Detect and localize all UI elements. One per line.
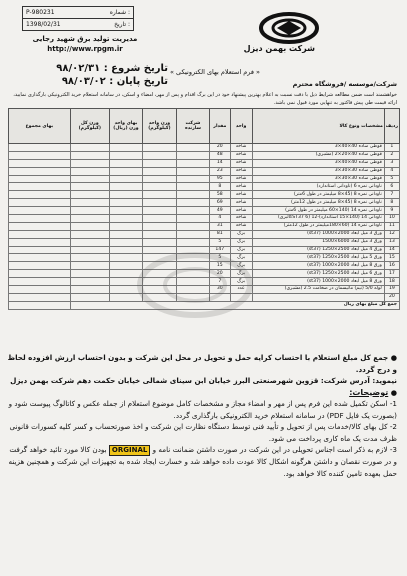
row-unit-price[interactable] — [109, 159, 142, 167]
row-total-price[interactable] — [9, 183, 71, 191]
row-spec: لوله 5/0 (نیم) ماتیسمان در ضخامت 2.5 (مشبری) — [252, 286, 384, 294]
table-row — [9, 159, 400, 167]
meta-number-label: شماره : — [109, 9, 130, 16]
row-unit: شاخه — [230, 175, 252, 183]
website: http://www.rpgm.ir — [47, 45, 123, 53]
note-paragraph-1 — [7, 352, 397, 375]
row-unit-weight[interactable] — [142, 254, 176, 262]
table-row — [9, 278, 400, 286]
row-spec: قوطی ساده 40×40×3 — [252, 144, 384, 152]
row-total-price[interactable] — [9, 167, 71, 175]
row-spec: ورق 8 میل ابعاد 2000×1000 (st37) — [252, 278, 384, 286]
header-unit-price: بهای واحد وزن (ریال) — [109, 109, 142, 144]
table-row — [9, 222, 400, 230]
table-row — [9, 254, 400, 262]
row-unit-price[interactable] — [109, 278, 142, 286]
row-number: 5 — [384, 175, 399, 183]
row-total-weight[interactable] — [70, 230, 109, 238]
note-2: 2- کل بهای کالا/خدمات پس از تحویل و تأیید فنی توسط دستگاه نظارت این شرکت و اخذ صورتحساب و کسر کلیه کسورات قانونی ظرف مدت یک ماه کاری پرداخت می شود. — [9, 422, 397, 443]
row-unit: شاخه — [230, 144, 252, 152]
row-unit-weight[interactable] — [142, 159, 176, 167]
row-unit-weight[interactable] — [142, 286, 176, 294]
meta-box — [22, 6, 134, 31]
row-unit: شاخه — [230, 207, 252, 215]
row-qty: 4 — [210, 215, 230, 223]
row-unit: شاخه — [230, 191, 252, 199]
row-unit-weight[interactable] — [142, 175, 176, 183]
row-unit: شاخه — [230, 215, 252, 223]
row-manufacturer[interactable] — [176, 167, 209, 175]
row-manufacturer[interactable] — [176, 215, 209, 223]
row-spec: ورق 4 میل ابعاد 2500×1250 (st37) — [252, 246, 384, 254]
meta-number-value: P-980231 — [26, 9, 55, 16]
row-number: 6 — [384, 183, 399, 191]
row-unit: برگ — [230, 246, 252, 254]
row-unit-price[interactable] — [109, 191, 142, 199]
row-qty: 81 — [210, 230, 230, 238]
greeting: شرکت/موسسه /فروشگاه محترم — [292, 80, 397, 88]
row-number: 4 — [384, 167, 399, 175]
row-spec: قوطی ساده 40×40×3 — [252, 159, 384, 167]
row-manufacturer[interactable] — [176, 222, 209, 230]
row-spec: ناودانی نمره 6 (ناودانی استاندارد) — [252, 183, 384, 191]
row-number: 20 — [384, 293, 399, 301]
row-qty: 15 — [210, 262, 230, 270]
table-body — [9, 144, 400, 302]
start-date: تاریخ شروع : ۹۸/۰۲/۳۱ — [56, 63, 168, 74]
row-total-weight[interactable] — [70, 151, 109, 159]
row-manufacturer[interactable] — [176, 254, 209, 262]
row-qty: 5 — [210, 254, 230, 262]
bahman-logo-icon — [257, 10, 321, 46]
row-manufacturer[interactable] — [176, 199, 209, 207]
sum-label: جمع کل مبلغ بهای ریال — [70, 301, 399, 309]
row-total-weight[interactable] — [70, 254, 109, 262]
row-qty: 14 — [210, 159, 230, 167]
row-unit-weight[interactable] — [142, 215, 176, 223]
row-unit — [230, 293, 252, 301]
row-unit-price[interactable] — [109, 175, 142, 183]
row-qty: 7 — [210, 278, 230, 286]
row-manufacturer[interactable] — [176, 246, 209, 254]
meta-date-value: 1398/02/31 — [26, 21, 61, 28]
table-row — [9, 286, 400, 294]
row-unit: برگ — [230, 230, 252, 238]
row-total-weight[interactable] — [70, 215, 109, 223]
table-row — [9, 270, 400, 278]
row-spec: قوطی ساده 40×20×2 (مشبری) — [252, 151, 384, 159]
row-manufacturer[interactable] — [176, 230, 209, 238]
table-row — [9, 207, 400, 215]
address-line: نیموید: آدرس شرکت: قزوین شهرصنعتی البرز خیابان ابن سینای شمالی خیابان حکمت دهم شرکت بهمن دیزل — [10, 376, 397, 385]
row-manufacturer[interactable] — [176, 286, 209, 294]
row-manufacturer[interactable] — [176, 175, 209, 183]
row-number: 12 — [384, 230, 399, 238]
note-3-part-a: 3- لازم به ذکر است اجناس تحویلی در این شرکت در صورت داشتن ضمانت نامه و — [152, 445, 397, 454]
sum-value[interactable] — [9, 301, 71, 309]
row-unit-weight[interactable] — [142, 246, 176, 254]
row-number: 15 — [384, 254, 399, 262]
explanations-heading — [7, 387, 397, 399]
row-number: 14 — [384, 246, 399, 254]
row-total-weight[interactable] — [70, 207, 109, 215]
row-qty: 5 — [210, 238, 230, 246]
row-spec: ناودانی نمره 14 (60×180میلیمتر در طول 12متر) — [252, 222, 384, 230]
row-total-weight[interactable] — [70, 144, 109, 152]
row-qty: 48 — [210, 151, 230, 159]
row-unit-weight[interactable] — [142, 270, 176, 278]
management-block — [20, 34, 150, 54]
row-qty: 20 — [210, 270, 230, 278]
row-number: 13 — [384, 238, 399, 246]
header-unit: واحد — [230, 109, 252, 144]
table-row — [9, 215, 400, 223]
row-number: 10 — [384, 215, 399, 223]
row-spec: ناودانی نمره 8 (45×8 میلیمتر در طول 6متر) — [252, 191, 384, 199]
dates-block — [18, 62, 168, 88]
row-unit-price[interactable] — [109, 286, 142, 294]
row-total-weight[interactable] — [70, 175, 109, 183]
row-unit: برگ — [230, 278, 252, 286]
row-total-weight[interactable] — [70, 191, 109, 199]
row-manufacturer[interactable] — [176, 262, 209, 270]
note-3 — [7, 444, 397, 479]
row-qty: 49 — [210, 207, 230, 215]
row-unit-weight[interactable] — [142, 144, 176, 152]
row-total-price[interactable] — [9, 230, 71, 238]
row-number: 18 — [384, 278, 399, 286]
table-row — [9, 167, 400, 175]
header-spec: مشخصات ونوع کالا — [252, 109, 384, 144]
row-total-price[interactable] — [9, 159, 71, 167]
row-manufacturer[interactable] — [176, 191, 209, 199]
row-total-price[interactable] — [9, 199, 71, 207]
row-unit-weight[interactable] — [142, 278, 176, 286]
row-unit-price[interactable] — [109, 199, 142, 207]
row-spec: قوطی ساده 30×30×3 — [252, 167, 384, 175]
meta-date-label: تاریخ : — [114, 21, 130, 28]
row-spec — [252, 293, 384, 301]
row-spec: ورق 3 میل ابعاد 2000×1000 (st37) — [252, 230, 384, 238]
meta-date-row — [23, 19, 133, 30]
row-manufacturer[interactable] — [176, 270, 209, 278]
explanations-title: توضیحات: — [349, 387, 389, 397]
row-unit-price[interactable] — [109, 262, 142, 270]
bullet-icon: ● — [388, 387, 397, 397]
row-unit-weight[interactable] — [142, 238, 176, 246]
table-row — [9, 293, 400, 301]
header-unit-weight: وزن واحد (کیلوگرم) — [142, 109, 176, 144]
row-manufacturer[interactable] — [176, 151, 209, 159]
row-unit-price[interactable] — [109, 167, 142, 175]
row-total-weight[interactable] — [70, 293, 109, 301]
row-unit: شاخه — [230, 159, 252, 167]
row-total-price[interactable] — [9, 222, 71, 230]
row-qty — [210, 293, 230, 301]
row-unit: شاخه — [230, 183, 252, 191]
row-unit-price[interactable] — [109, 238, 142, 246]
row-total-weight[interactable] — [70, 246, 109, 254]
row-total-price[interactable] — [9, 262, 71, 270]
row-unit-price[interactable] — [109, 207, 142, 215]
row-unit-price[interactable] — [109, 183, 142, 191]
row-number: 7 — [384, 191, 399, 199]
row-number: 2 — [384, 151, 399, 159]
row-total-price[interactable] — [9, 293, 71, 301]
row-total-weight[interactable] — [70, 262, 109, 270]
row-unit-weight[interactable] — [142, 230, 176, 238]
row-unit-price[interactable] — [109, 144, 142, 152]
table-row — [9, 230, 400, 238]
note-1: 1- اسکن تکمیل شده این فرم پس از مهر و امضاء مجاز و مشخصات کامل موضوع استعلام از جمله عکس و کاتالوگ پیوست شود و (بصورت یک فایل PDF) در سامانه استعلام خرید الکترونیکی بارگذاری گردد. — [8, 399, 397, 420]
row-total-price[interactable] — [9, 286, 71, 294]
brand-name: شرکت بهمن دیزل — [243, 44, 315, 53]
table-row — [9, 262, 400, 270]
row-total-weight[interactable] — [70, 278, 109, 286]
row-unit-weight[interactable] — [142, 151, 176, 159]
row-total-weight[interactable] — [70, 183, 109, 191]
row-unit: شاخه — [230, 222, 252, 230]
header-qty: مقدار — [210, 109, 230, 144]
row-total-price[interactable] — [9, 215, 71, 223]
row-manufacturer[interactable] — [176, 159, 209, 167]
row-unit: برگ — [230, 270, 252, 278]
row-total-price[interactable] — [9, 270, 71, 278]
row-qty: 8 — [210, 183, 230, 191]
row-number: 11 — [384, 222, 399, 230]
row-unit-price[interactable] — [109, 254, 142, 262]
items-table — [8, 108, 400, 310]
row-total-price[interactable] — [9, 175, 71, 183]
row-manufacturer[interactable] — [176, 144, 209, 152]
table-row — [9, 183, 400, 191]
row-unit-price[interactable] — [109, 215, 142, 223]
row-qty: 69 — [210, 199, 230, 207]
table-sum-row — [9, 301, 400, 309]
header-row-number: ردیف — [384, 109, 399, 144]
orginal-badge: ORGINAL — [109, 445, 150, 456]
row-total-price[interactable] — [9, 191, 71, 199]
bullet-icon: ● — [388, 353, 397, 362]
meta-number-row — [23, 7, 133, 19]
row-unit-weight[interactable] — [142, 262, 176, 270]
table-row — [9, 238, 400, 246]
row-unit: شاخه — [230, 167, 252, 175]
row-manufacturer[interactable] — [176, 278, 209, 286]
row-qty: 95 — [210, 175, 230, 183]
row-total-weight[interactable] — [70, 286, 109, 294]
row-unit-weight[interactable] — [142, 222, 176, 230]
row-unit-price[interactable] — [109, 222, 142, 230]
row-spec: ورق 6 میل ابعاد 2500×1250 (st37) — [252, 270, 384, 278]
row-qty: 58 — [210, 191, 230, 199]
row-unit: عدد — [230, 286, 252, 294]
row-total-price[interactable] — [9, 207, 71, 215]
row-unit-weight[interactable] — [142, 191, 176, 199]
row-spec: ورق 8 میل ابعاد 2000×1000 (st37) — [252, 262, 384, 270]
notes-section — [7, 352, 397, 479]
row-number: 1 — [384, 144, 399, 152]
table-row — [9, 191, 400, 199]
row-total-weight[interactable] — [70, 222, 109, 230]
row-unit-price[interactable] — [109, 151, 142, 159]
row-total-weight[interactable] — [70, 167, 109, 175]
row-unit-price[interactable] — [109, 293, 142, 301]
row-unit-weight[interactable] — [142, 293, 176, 301]
row-spec: ورق 3 میل ابعاد 6000×1500 — [252, 238, 384, 246]
note-paragraph-1-text: جمع کل مبلغ استعلام با احتساب کرایه حمل و تحویل در محل این شرکت و بدون احتساب ارزش افزوده لحاظ و درج گردد. — [7, 353, 397, 374]
management-name: مدیریت تولید برق شهید رجایی — [32, 35, 138, 43]
row-number: 16 — [384, 262, 399, 270]
row-total-price[interactable] — [9, 151, 71, 159]
row-number: 9 — [384, 207, 399, 215]
row-spec: ناودانی نمره 8 (45×8 میلیمتر در طول 12متر) — [252, 199, 384, 207]
row-qty: 31 — [210, 222, 230, 230]
row-number: 17 — [384, 270, 399, 278]
row-spec: ناودانی 14 (140×15 استاندارد)-12 (ST37 6کالبری) — [252, 215, 384, 223]
row-unit: شاخه — [230, 199, 252, 207]
end-date: تاریخ پایان : ۹۸/۰۳/۰۲ — [61, 76, 168, 87]
row-spec: ورق 5 میل ابعاد 2500×1250 (st37) — [252, 254, 384, 262]
row-total-weight[interactable] — [70, 238, 109, 246]
row-qty: 20 — [210, 144, 230, 152]
row-manufacturer[interactable] — [176, 238, 209, 246]
row-unit-price[interactable] — [109, 246, 142, 254]
header-total-weight: وزن کل (کیلوگرم) — [70, 109, 109, 144]
row-qty: 147 — [210, 246, 230, 254]
row-spec: قوطی ساده 30×30×3 — [252, 175, 384, 183]
row-number: 8 — [384, 199, 399, 207]
row-total-price[interactable] — [9, 238, 71, 246]
row-total-weight[interactable] — [70, 159, 109, 167]
row-total-weight[interactable] — [70, 199, 109, 207]
row-unit: برگ — [230, 254, 252, 262]
header-total-price: بهای مجموع — [9, 109, 71, 144]
row-total-price[interactable] — [9, 246, 71, 254]
row-number: 3 — [384, 159, 399, 167]
table-row — [9, 151, 400, 159]
form-title: « فرم استعلام بهای الکترونیکی » — [170, 68, 260, 76]
row-unit: برگ — [230, 262, 252, 270]
row-qty: 23 — [210, 167, 230, 175]
row-unit-weight[interactable] — [142, 199, 176, 207]
table-row — [9, 175, 400, 183]
row-qty: 30 — [210, 286, 230, 294]
note-3-part-b: بودن کالا مورد تائید خواهد گرفت و در صورت نقصان و داشتن هرگونه اشکال کالا عودت داده خواهد شد و خسارت ایجاد شده به تجهیزات این شرکت و همچنین هزینه حمل بعهده تامین کننده کالا خواهد بود. — [8, 445, 397, 478]
row-unit-weight[interactable] — [142, 183, 176, 191]
header-manufacturer: شرکت سازنده — [176, 109, 209, 144]
row-unit-weight[interactable] — [142, 207, 176, 215]
row-unit-price[interactable] — [109, 270, 142, 278]
table-row — [9, 199, 400, 207]
row-manufacturer[interactable] — [176, 183, 209, 191]
intro-text: خواهشمند است ضمن مطالعه شرایط ذیل با دقت نسبت به اعلام بهترین پیشنهاد خود در این برگ اقدام و پس از مهر، امضاء و اسکن، در سامانه استعلام خرید الکترونیکی بارگذاری نمایید، ارائه قیمت طی پیش فاکتور به تنهایی مورد قبول نمی باشد. — [13, 92, 397, 106]
row-total-price[interactable] — [9, 254, 71, 262]
table-row — [9, 144, 400, 152]
row-total-price[interactable] — [9, 278, 71, 286]
row-number: 19 — [384, 286, 399, 294]
row-unit: برگ — [230, 238, 252, 246]
row-total-weight[interactable] — [70, 270, 109, 278]
row-unit-price[interactable] — [109, 230, 142, 238]
row-unit-weight[interactable] — [142, 167, 176, 175]
row-total-price[interactable] — [9, 144, 71, 152]
table-row — [9, 246, 400, 254]
row-unit: شاخه — [230, 151, 252, 159]
row-manufacturer[interactable] — [176, 293, 209, 301]
row-manufacturer[interactable] — [176, 207, 209, 215]
table-header-row — [9, 109, 400, 144]
row-spec: ناودانی نمره 14 (140×60 میلیمتر در طول 6متر) — [252, 207, 384, 215]
